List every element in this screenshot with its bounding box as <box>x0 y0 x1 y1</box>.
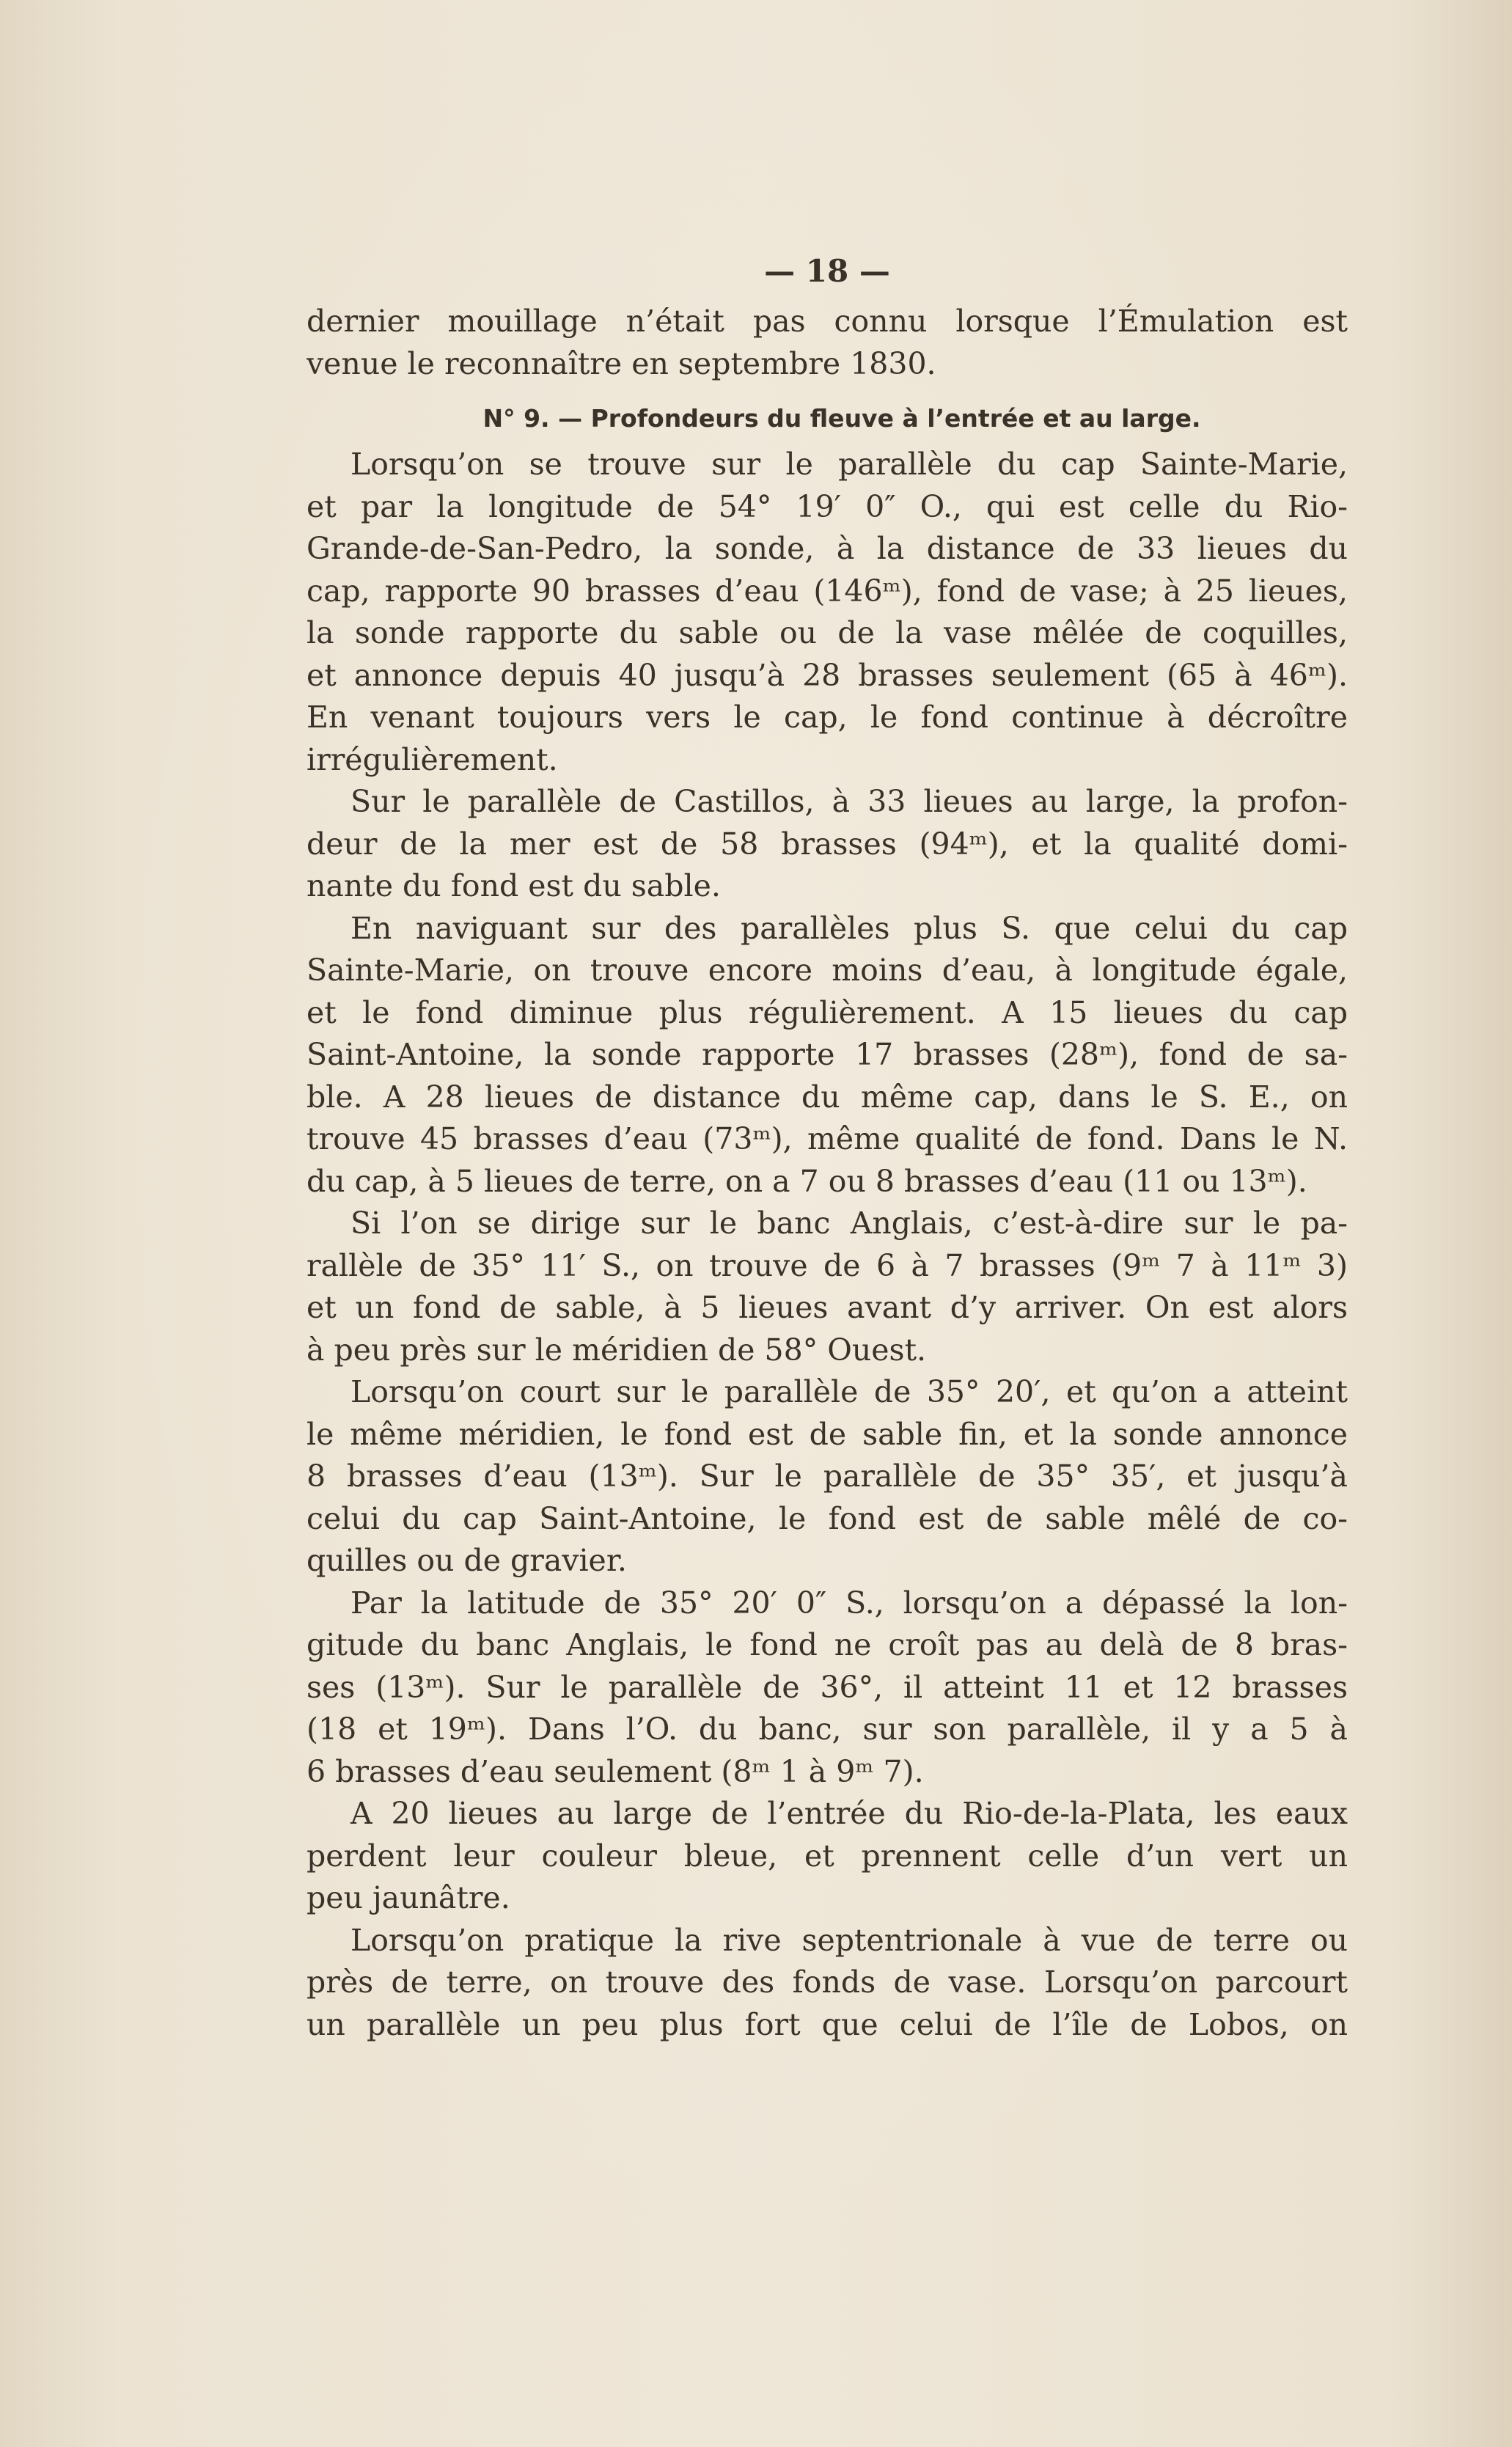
text-line: dernier mouillage n’était pas connu lorsque l’Émulation est <box>307 304 1348 339</box>
text-line: et par la longitude de 54° 19′ 0″ O., qui est celle du Rio- <box>307 488 1348 524</box>
text-line: Lorsqu’on pratique la rive septentrionale à vue de terre ou <box>351 1922 1348 1958</box>
text-line: Sainte-Marie, on trouve encore moins d’eau, à longitude égale, <box>307 953 1348 988</box>
paragraph <box>307 1203 1348 1371</box>
section-heading: N° 9. — Profondeurs du fleuve à l’entrée et au large. <box>482 404 1201 433</box>
text-line: irrégulièrement. <box>307 741 558 777</box>
text-line: Grande-de-San-Pedro, la sonde, à la distance de 33 lieues du <box>307 531 1348 566</box>
text-line: la sonde rapporte du sable ou de la vase mêlée de coquilles, <box>307 615 1348 650</box>
text-line: celui du cap Saint-Antoine, le fond est de sable mêlé de co- <box>307 1500 1348 1536</box>
text-line: nante du fond est du sable. <box>307 868 721 903</box>
text-line: quilles ou de gravier. <box>307 1543 627 1578</box>
text-line: Lorsqu’on court sur le parallèle de 35° 20′, et qu’on a atteint <box>351 1374 1348 1409</box>
text-line: près de terre, on trouve des fonds de vase. Lorsqu’on parcourt <box>307 1964 1348 2000</box>
text-line: rallèle de 35° 11′ S., on trouve de 6 à 7 brasses (9ᵐ 7 à 11ᵐ 3) <box>307 1247 1348 1283</box>
paragraph <box>307 1371 1348 1582</box>
text-line: Par la latitude de 35° 20′ 0″ S., lorsqu’on a dépassé la lon- <box>351 1585 1348 1621</box>
text-line: 6 brasses d’eau seulement (8ᵐ 1 à 9ᵐ 7). <box>307 1753 924 1789</box>
text-line: 8 brasses d’eau (13ᵐ). Sur le parallèle de 35° 35′, et jusqu’à <box>307 1459 1348 1494</box>
text-line: deur de la mer est de 58 brasses (94ᵐ), et la qualité domi- <box>307 826 1348 862</box>
text-line: du cap, à 5 lieues de terre, on a 7 ou 8 brasses d’eau (11 ou 13ᵐ). <box>307 1163 1307 1199</box>
text-line: et un fond de sable, à 5 lieues avant d’y arriver. On est alors <box>307 1290 1348 1325</box>
text-line: Sur le parallèle de Castillos, à 33 lieues au large, la profon- <box>351 784 1348 819</box>
text-line: A 20 lieues au large de l’entrée du Rio-de-la-Plata, les eaux <box>351 1796 1348 1831</box>
text-line: (18 et 19ᵐ). Dans l’O. du banc, sur son parallèle, il y a 5 à <box>307 1712 1348 1747</box>
text-line: venue le reconnaître en septembre 1830. <box>307 345 936 381</box>
text-line: perdent leur couleur bleue, et prennent celle d’un vert un <box>307 1838 1348 1874</box>
text-line: ble. A 28 lieues de distance du même cap, dans le S. E., on <box>307 1079 1348 1115</box>
text-line: trouve 45 brasses d’eau (73ᵐ), même qualité de fond. Dans le N. <box>307 1121 1348 1156</box>
text-line: En naviguant sur des parallèles plus S. que celui du cap <box>351 910 1348 946</box>
paragraph <box>307 1793 1348 1920</box>
text-line: Saint-Antoine, la sonde rapporte 17 brasses (28ᵐ), fond de sa- <box>307 1037 1348 1072</box>
text-line: et annonce depuis 40 jusqu’à 28 brasses seulement (65 à 46ᵐ). <box>307 657 1348 693</box>
page-text <box>307 242 1348 2046</box>
paragraph <box>307 1582 1348 1794</box>
text-line: le même méridien, le fond est de sable fin, et la sonde annonce <box>307 1416 1348 1452</box>
text-line: Lorsqu’on se trouve sur le parallèle du cap Sainte-Marie, <box>351 447 1348 482</box>
paragraph <box>307 444 1348 781</box>
text-line: un parallèle un peu plus fort que celui de l’île de Lobos, on <box>307 2006 1348 2042</box>
page-number: — 18 — <box>764 253 890 289</box>
text-line: Si l’on se dirige sur le banc Anglais, c’est-à-dire sur le pa- <box>351 1206 1348 1241</box>
paragraph <box>307 908 1348 1203</box>
text-line: gitude du banc Anglais, le fond ne croît pas au delà de 8 bras- <box>307 1627 1348 1662</box>
paragraph <box>307 781 1348 908</box>
text-line: ses (13ᵐ). Sur le parallèle de 36°, il atteint 11 et 12 brasses <box>307 1669 1348 1705</box>
text-line: peu jaunâtre. <box>307 1880 510 1915</box>
text-line: En venant toujours vers le cap, le fond continue à décroître <box>307 700 1348 735</box>
intro-paragraph <box>307 301 1348 385</box>
text-line: cap, rapporte 90 brasses d’eau (146ᵐ), fond de vase; à 25 lieues, <box>307 573 1348 609</box>
text-line: et le fond diminue plus régulièrement. A 15 lieues du cap <box>307 994 1348 1030</box>
paragraph <box>307 1920 1348 2047</box>
text-line: à peu près sur le méridien de 58° Ouest. <box>307 1332 927 1368</box>
